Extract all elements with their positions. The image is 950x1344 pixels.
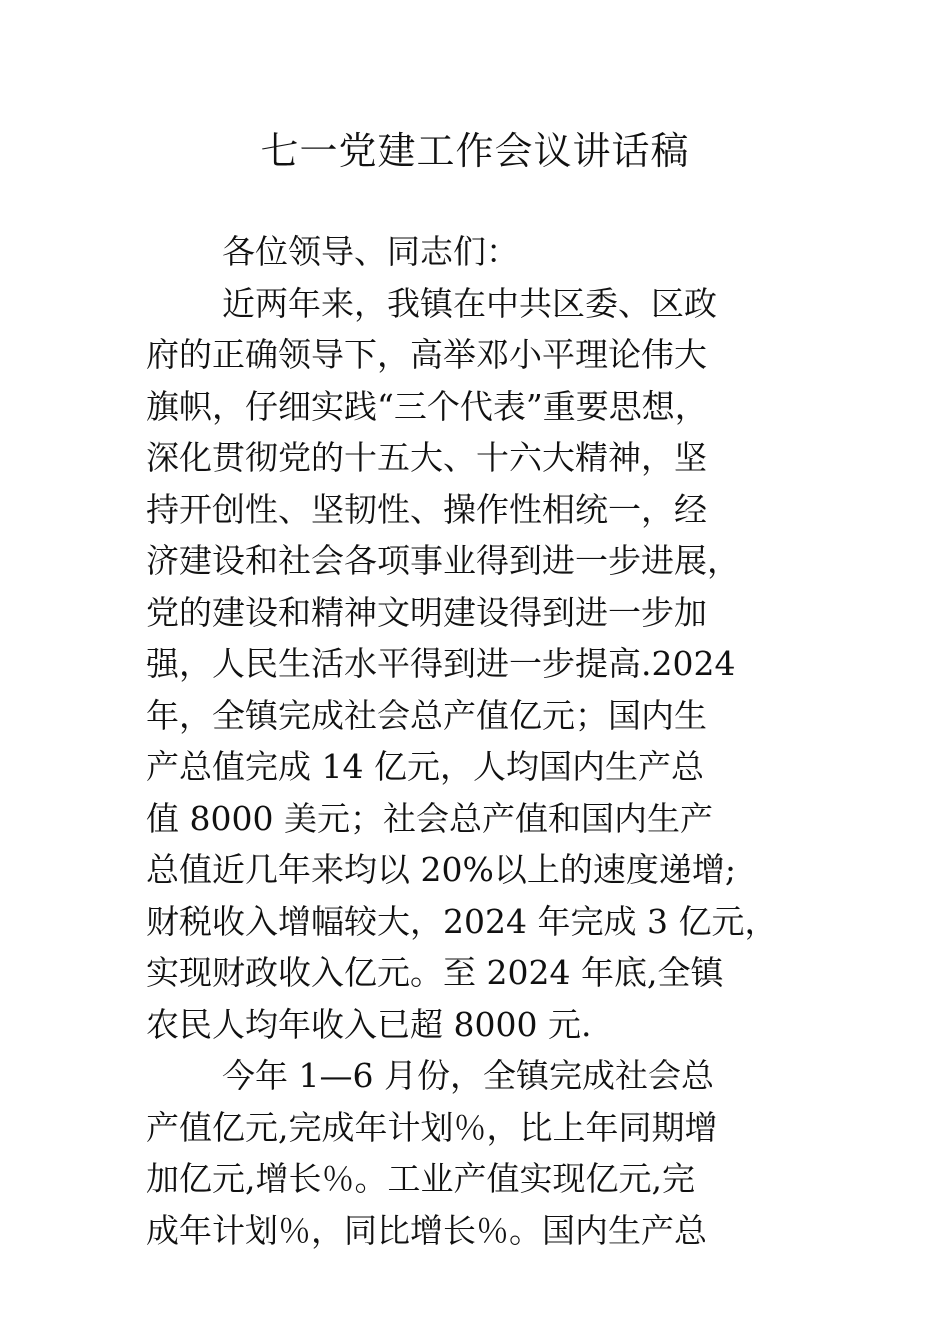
document-body [146,226,812,1256]
paragraph-line: 产总值完成 14 亿元，人均国内生产总 [146,747,704,786]
paragraph-line: 总值近几年来均以 20%以上的速度递增; [146,850,736,889]
paragraph-line: 持开创性、坚韧性、操作性相统一，经 [146,489,707,529]
paragraph-line: 强，人民生活水平得到进一步提高.2024 [146,644,736,683]
paragraph-line: 年，全镇完成社会总产值亿元；国内生 [146,695,707,735]
paragraph-line: 财税收入增幅较大，2024 年完成 3 亿元， [146,901,778,941]
paragraph-line: 值 8000 美元；社会总产值和国内生产 [146,798,713,838]
paragraph-line: 农民人均年收入已超 8000 元. [146,1004,592,1044]
document-title: 七一党建工作会议讲话稿 [260,129,690,173]
paragraph-line: 加亿元,增长％。工业产值实现亿元,完 [146,1159,695,1198]
paragraph-line: 旗帜，仔细实践“三个代表”重要思想， [146,386,708,426]
paragraph-2 [146,1050,812,1256]
paragraph-line: 成年计划％，同比增长％。国内生产总 [146,1210,707,1250]
paragraph-line: 府的正确领导下，高举邓小平理论伟大 [146,335,707,374]
paragraph-1 [146,278,812,1051]
paragraph-line: 深化贯彻党的十五大、十六大精神，坚 [146,438,707,477]
paragraph-line: 济建设和社会各项事业得到进一步进展， [146,541,740,580]
paragraph-line: 今年 1—6 月份，全镇完成社会总 [222,1056,714,1095]
paragraph-line: 党的建设和精神文明建设得到进一步加 [146,592,707,632]
salutation: 各位领导、同志们： [222,232,519,271]
paragraph-line: 产值亿元,完成年计划％，比上年同期增 [146,1107,718,1147]
paragraph-line: 实现财政收入亿元。至 2024 年底,全镇 [146,953,724,992]
paragraph-line: 近两年来，我镇在中共区委、区政 [222,283,717,323]
